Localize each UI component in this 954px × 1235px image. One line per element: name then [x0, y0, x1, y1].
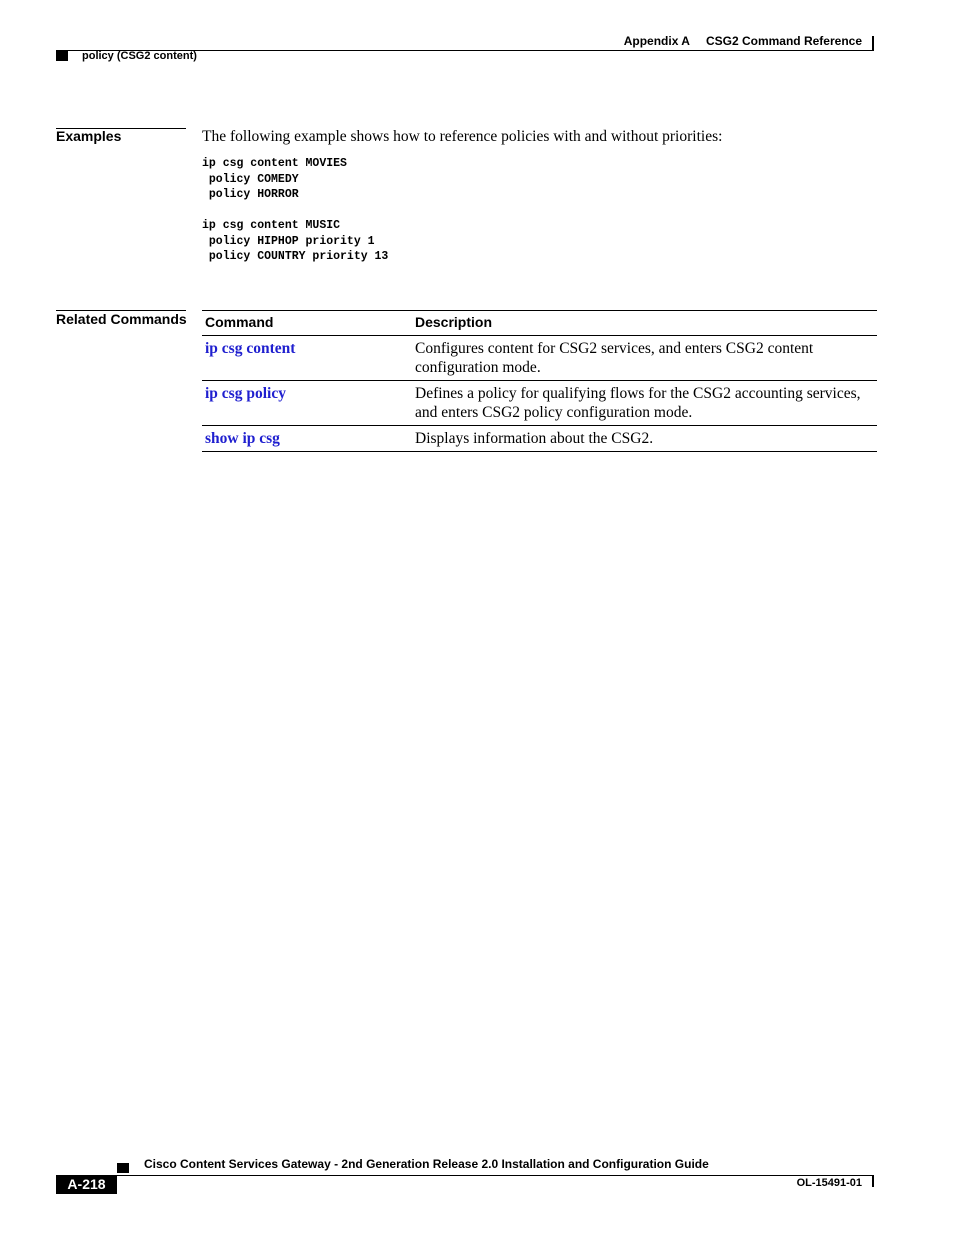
command-description: Defines a policy for qualifying flows for the CSG2 accounting services, and enters CSG2 policy configuration mode. [415, 385, 861, 421]
footer-book-title: Cisco Content Services Gateway - 2nd Generation Release 2.0 Installation and Configuration Guide [144, 1157, 709, 1171]
appendix-label: Appendix A [623, 34, 690, 48]
column-header-command: Command [205, 314, 274, 330]
footer-bar [872, 1175, 874, 1187]
page-number: A-218 [56, 1175, 117, 1194]
footer-square-marker [117, 1163, 129, 1173]
footer-rule [117, 1175, 874, 1176]
code-example: ip csg content MOVIES policy COMEDY policy HORROR ip csg content MUSIC policy HIPHOP priority 1 policy COUNTRY priority 13 [202, 157, 389, 263]
examples-intro: The following example shows how to reference policies with and without priorities: [202, 128, 723, 145]
related-commands-table [202, 310, 877, 452]
command-link-ip-csg-policy[interactable]: ip csg policy [205, 385, 286, 402]
document-id: OL-15491-01 [796, 1177, 862, 1189]
command-description: Configures content for CSG2 services, and enters CSG2 content configuration mode. [415, 340, 814, 376]
examples-heading: Examples [56, 128, 122, 144]
related-commands-heading: Related Commands [56, 311, 187, 327]
command-description: Displays information about the CSG2. [415, 430, 654, 447]
header-square-marker [56, 51, 68, 61]
command-link-ip-csg-content[interactable]: ip csg content [205, 340, 296, 357]
column-header-description: Description [415, 314, 493, 330]
table-row [202, 381, 877, 426]
chapter-title: CSG2 Command Reference [705, 34, 862, 48]
section-title: policy (CSG2 content) [82, 50, 197, 62]
running-header [624, 34, 862, 48]
table-row [202, 336, 877, 381]
table-header-row [202, 311, 877, 336]
header-bar [872, 36, 874, 51]
command-link-show-ip-csg[interactable]: show ip csg [205, 430, 280, 447]
table-row [202, 426, 877, 452]
